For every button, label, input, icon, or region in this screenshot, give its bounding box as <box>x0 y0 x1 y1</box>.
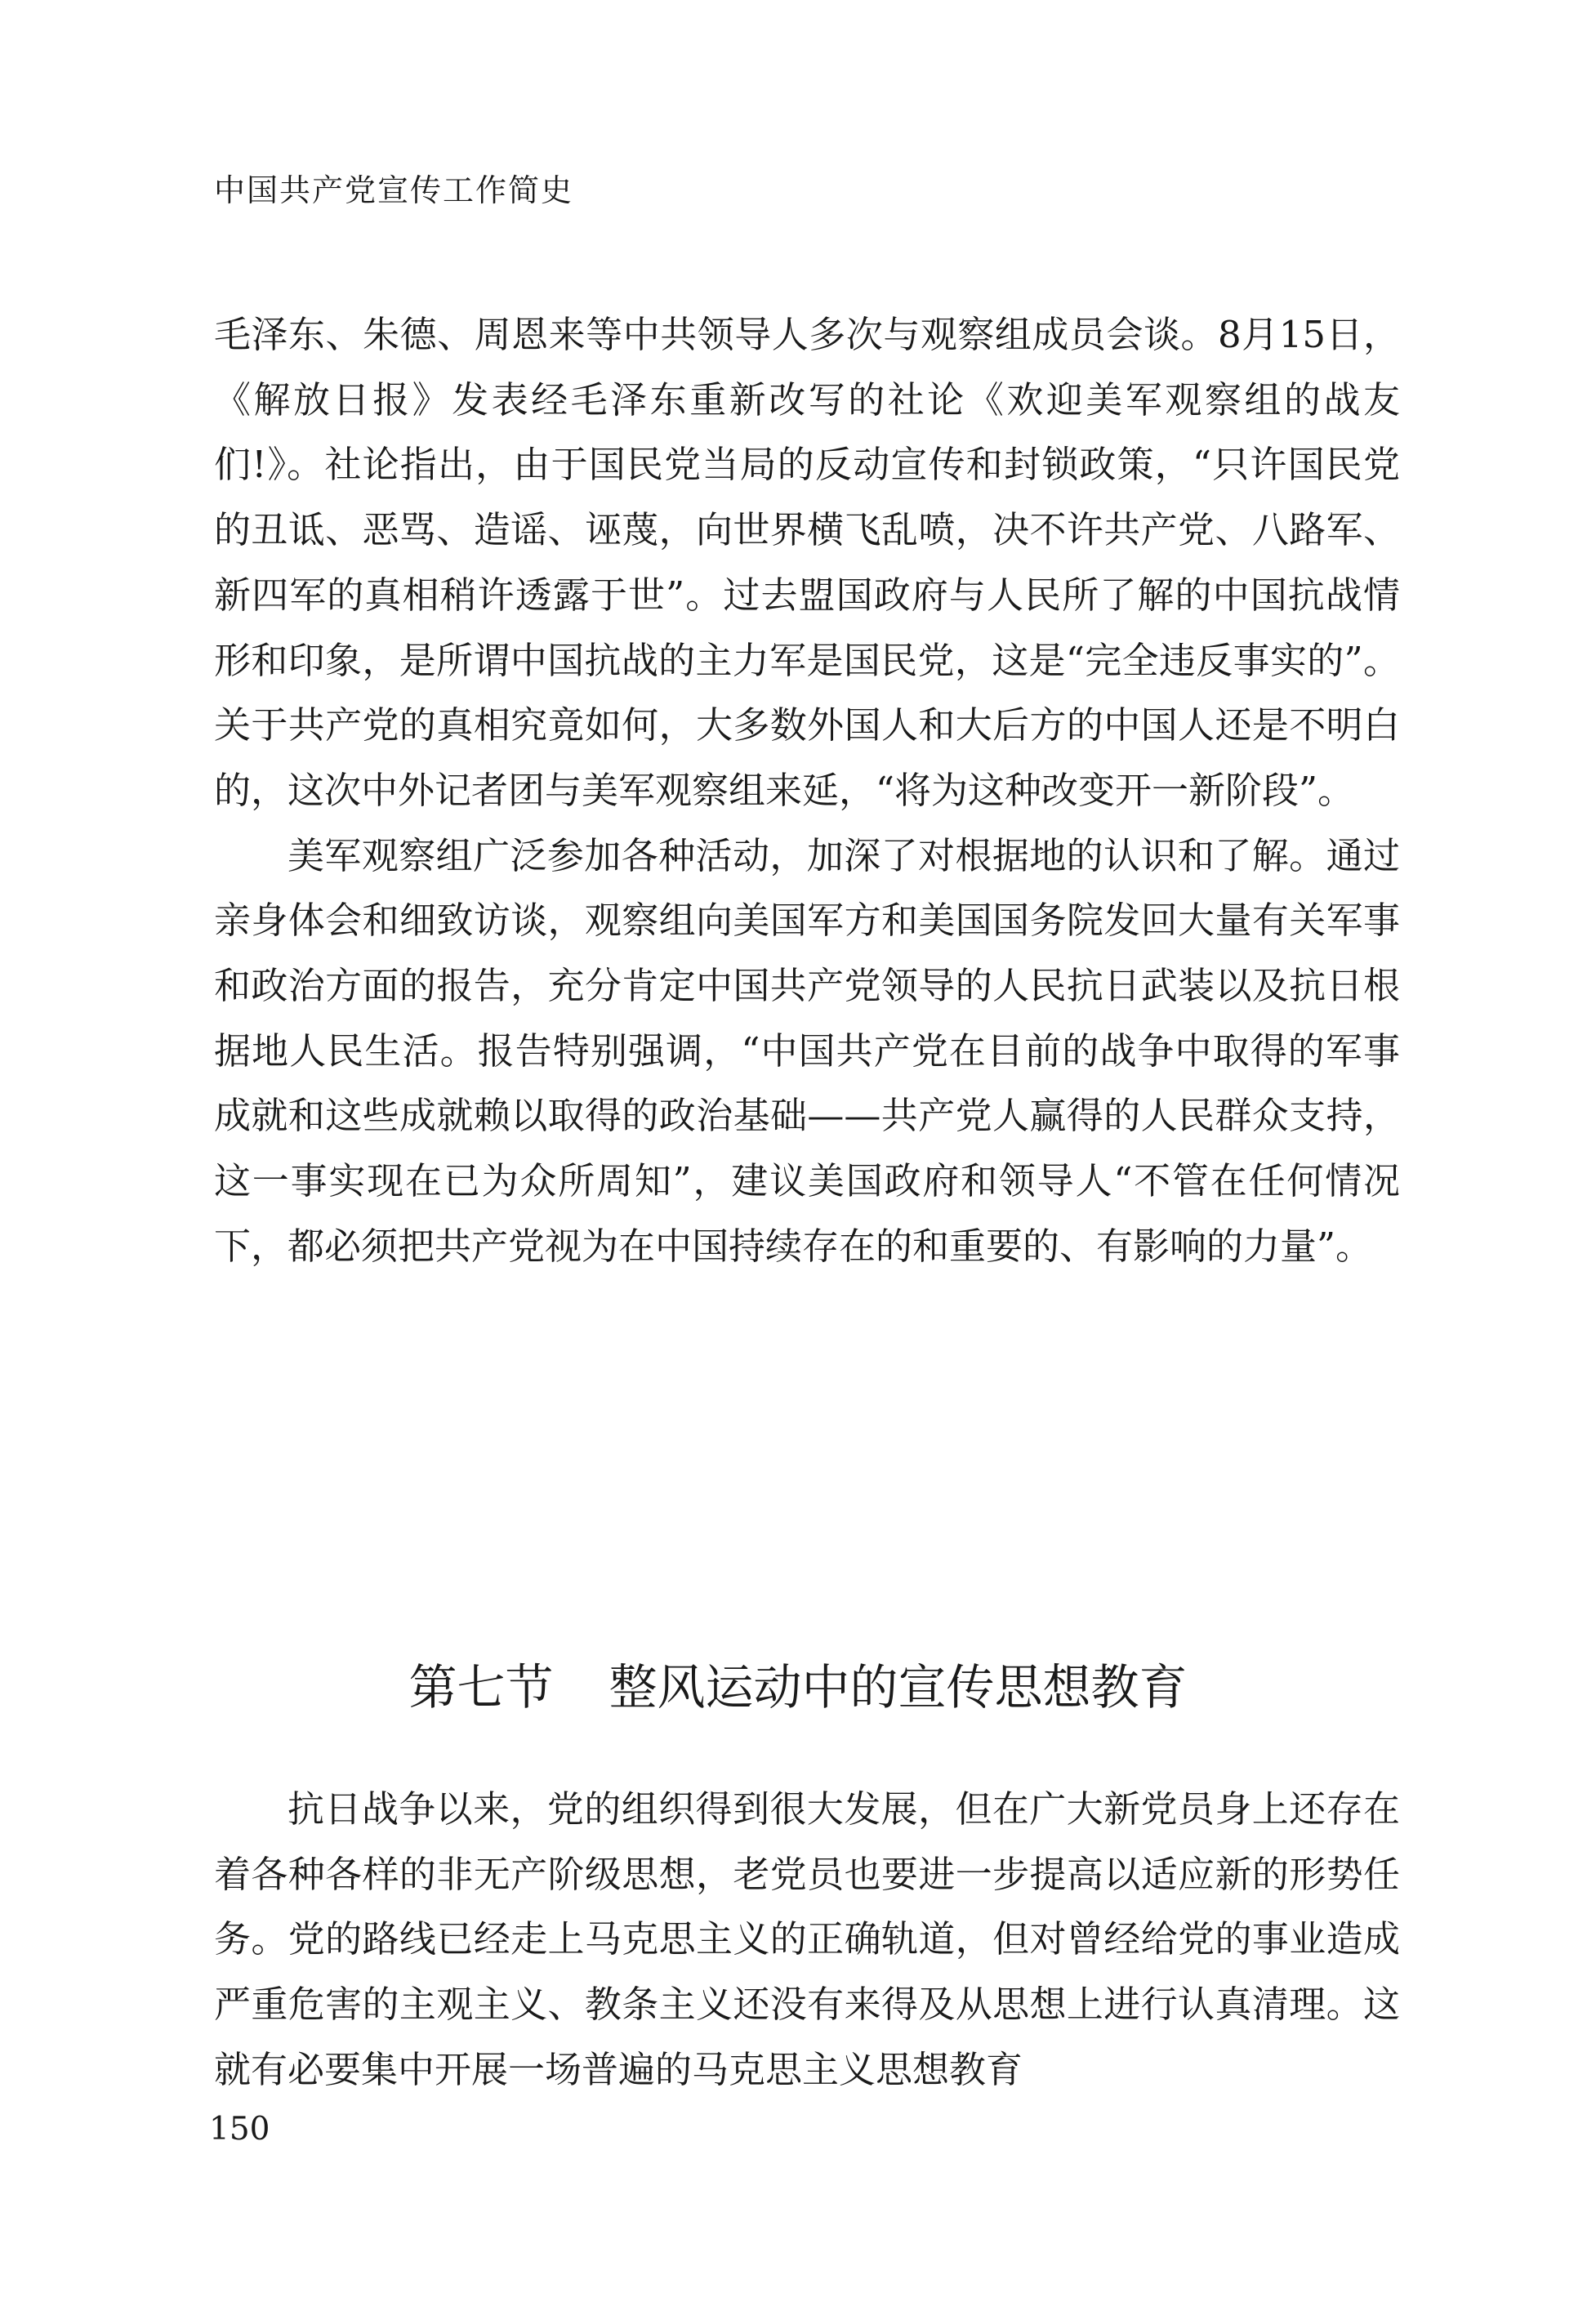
running-header: 中国共产党宣传工作简史 <box>214 172 574 208</box>
paragraph-observer-group-talks: 毛泽东、朱德、周恩来等中共领导人多次与观察组成员会谈。8月15日，《解放日报》发表经毛泽东重新改写的社论《欢迎美军观察组的战友们!》。社论指出，由于国民党当局的反动宣传和封锁政策，“只许国民党的丑诋、恶骂、造谣、诬蔑，向世界横飞乱喷，决不许共产党、八路军、新四军的真相稍许透露于世”。过去盟国政府与人民所了解的中国抗战情形和印象，是所谓中国抗战的主力军是国民党，这是“完全违反事实的”。关于共产党的真相究竟如何，大多数外国人和大后方的中国人还是不明白的，这次中外记者团与美军观察组来延，“将为这种改变开一新阶段”。 <box>214 313 1400 812</box>
body-text-block <box>214 302 1400 1279</box>
page-number: 150 <box>209 2111 270 2148</box>
section-title: 整风运动中的宣传思想教育 <box>609 1659 1188 1715</box>
section-number: 第七节 <box>408 1659 554 1715</box>
paragraph-observer-group-reports: 美军观察组广泛参加各种活动，加深了对根据地的认识和了解。通过亲身体会和细致访谈，观察组向美国军方和美国国务院发回大量有关军事和政治方面的报告，充分肯定中国共产党领导的人民抗日武装以及抗日根据地人民生活。报告特别强调，“中国共产党在目前的战争中取得的军事成就和这些成就赖以取得的政治基础——共产党人赢得的人民群众支持，这一事实现在已为众所周知”，建议美国政府和领导人“不管在任何情况下，都必须把共产党视为在中国持续存在的和重要的、有影响的力量”。 <box>214 833 1400 1268</box>
paragraph-rectification-intro: 抗日战争以来，党的组织得到很大发展，但在广大新党员身上还存在着各种各样的非无产阶级思想，老党员也要进一步提高以适应新的形势任务。党的路线已经走上马克思主义的正确轨道，但对曾经给党的事业造成严重危害的主观主义、教条主义还没有来得及从思想上进行认真清理。这就有必要集中开展一场普遍的马克思主义思想教育 <box>214 1787 1400 2091</box>
section-body-text <box>214 1777 1400 2103</box>
section-heading <box>0 1655 1596 1720</box>
